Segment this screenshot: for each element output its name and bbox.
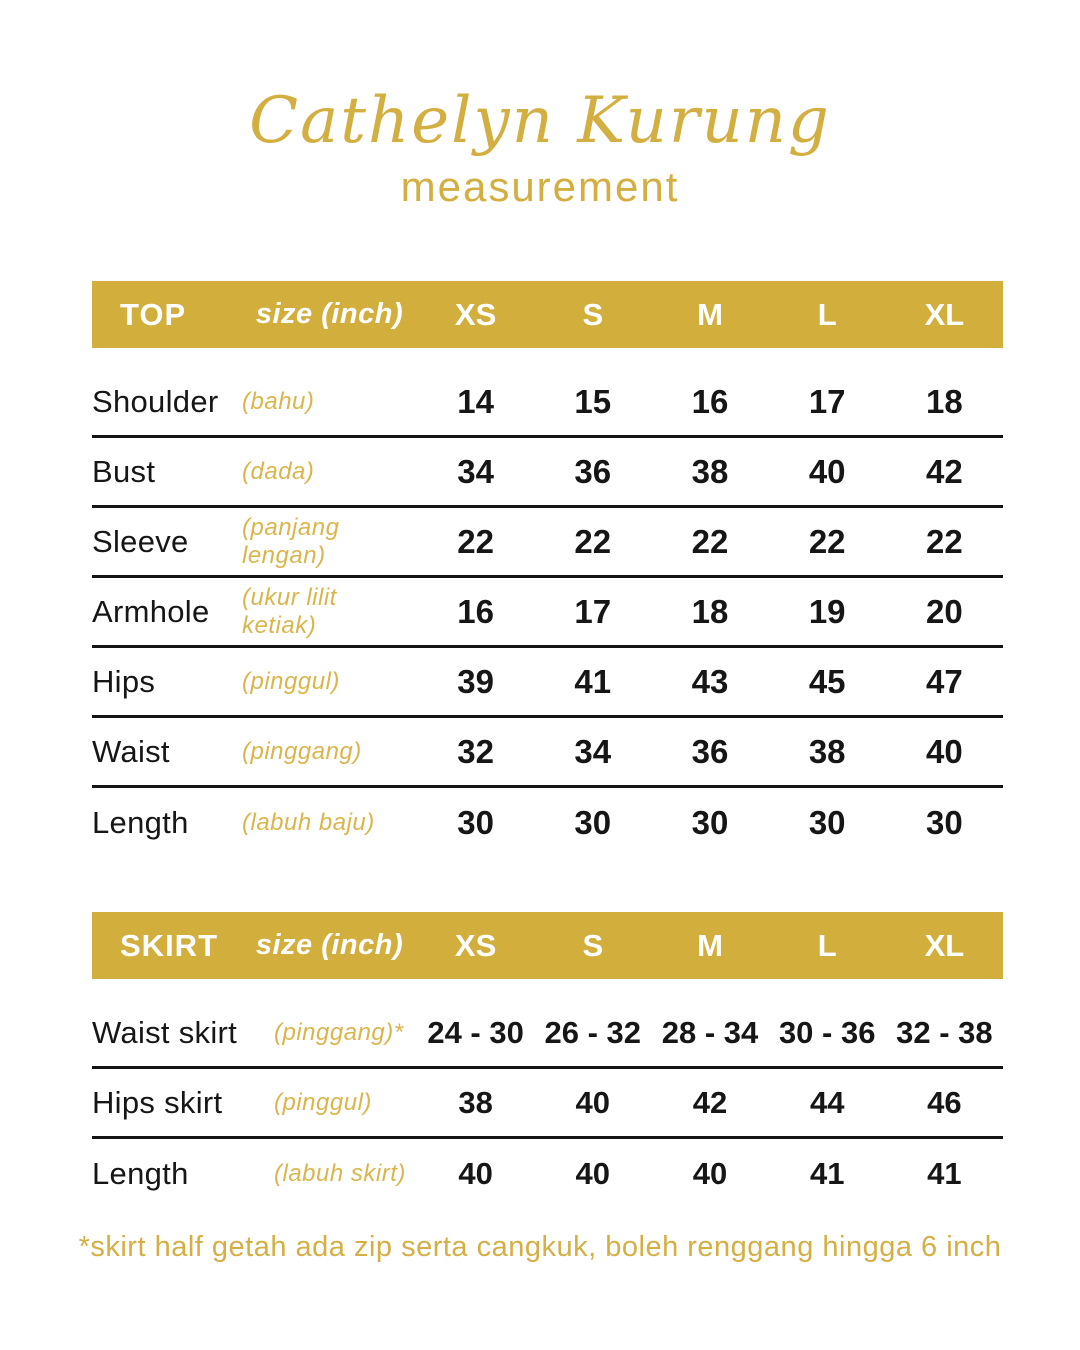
page-subtitle: measurement [400, 163, 680, 211]
top-size-col-s: S [582, 296, 604, 332]
row-translation: (labuh skirt) [274, 1160, 406, 1188]
cell-value: 38 [691, 452, 729, 490]
cell-value: 30 [574, 804, 612, 842]
row-translation: (bahu) [242, 387, 315, 415]
cell-value: 18 [926, 382, 963, 420]
table-row-shoulder [92, 368, 1003, 438]
cell-value: 32 - 38 [896, 1014, 993, 1050]
skirt-unit-label: size (inch) [255, 929, 404, 962]
row-translation: (labuh baju) [242, 809, 375, 837]
row-label: Shoulder [92, 383, 219, 419]
row-label: Armhole [92, 593, 210, 629]
cell-value: 20 [926, 592, 963, 630]
cell-value: 34 [457, 452, 494, 490]
cell-value: 42 [692, 1084, 728, 1120]
top-unit-label: size (inch) [255, 298, 404, 331]
table-row-length [92, 788, 1003, 858]
cell-value: 22 [457, 522, 494, 560]
row-label: Hips skirt [92, 1084, 223, 1120]
row-translation: (pinggul) [242, 667, 340, 695]
page-title: Cathelyn Kurung [249, 84, 831, 158]
cell-value: 32 [457, 732, 494, 770]
skirt-size-col-xs: XS [454, 927, 497, 963]
top-table-title: TOP [120, 296, 187, 332]
cell-value: 38 [458, 1084, 493, 1120]
cell-value: 47 [926, 662, 963, 700]
cell-value: 40 [926, 732, 963, 770]
top-size-table [92, 281, 1003, 858]
cell-value: 43 [691, 662, 729, 700]
cell-value: 34 [574, 732, 612, 770]
cell-value: 40 [575, 1084, 611, 1120]
cell-value: 39 [457, 662, 494, 700]
table-row-waist [92, 718, 1003, 788]
top-size-col-l: L [817, 296, 837, 332]
table-row-bust [92, 438, 1003, 508]
cell-value: 14 [457, 382, 494, 420]
cell-value: 36 [691, 732, 729, 770]
skirt-table-header [92, 912, 1003, 979]
skirt-table-title: SKIRT [120, 927, 218, 963]
cell-value: 38 [808, 732, 846, 770]
top-table-header [92, 281, 1003, 348]
table-row-hips-skirt [92, 1069, 1003, 1139]
cell-value: 46 [927, 1084, 962, 1120]
cell-value: 42 [926, 452, 963, 490]
cell-value: 17 [574, 592, 612, 630]
cell-value: 24 - 30 [427, 1014, 524, 1050]
skirt-size-col-s: S [582, 927, 604, 963]
row-translation: (pinggang)* [274, 1018, 404, 1046]
skirt-table-rows [92, 999, 1003, 1209]
cell-value: 22 [691, 522, 729, 560]
cell-value: 15 [574, 382, 612, 420]
cell-value: 30 [457, 804, 494, 842]
cell-value: 17 [808, 382, 846, 420]
top-table-rows [92, 368, 1003, 858]
cell-value: 40 [458, 1156, 493, 1192]
cell-value: 18 [691, 592, 729, 630]
cell-value: 22 [808, 522, 846, 560]
skirt-size-col-l: L [817, 927, 837, 963]
cell-value: 19 [808, 592, 846, 630]
top-size-col-xs: XS [454, 296, 497, 332]
cell-value: 16 [691, 382, 729, 420]
cell-value: 40 [575, 1156, 611, 1192]
skirt-footnote: *skirt half getah ada zip serta cangkuk, boleh renggang hingga 6 inch [78, 1231, 1002, 1264]
row-label: Hips [92, 663, 156, 699]
cell-value: 40 [692, 1156, 728, 1192]
cell-value: 22 [574, 522, 612, 560]
cell-value: 26 - 32 [544, 1014, 642, 1050]
cell-value: 30 - 36 [778, 1014, 876, 1050]
row-label: Length [92, 805, 189, 841]
skirt-size-col-xl: XL [924, 927, 965, 963]
table-row-waist-skirt [92, 999, 1003, 1069]
cell-value: 44 [809, 1084, 845, 1120]
cell-value: 40 [808, 452, 846, 490]
table-row-length-skirt [92, 1139, 1003, 1209]
row-translation: (pinggul) [274, 1088, 372, 1116]
top-size-col-m: M [697, 296, 723, 332]
cell-value: 41 [574, 662, 612, 700]
table-row-armhole [92, 578, 1003, 648]
row-label: Waist [92, 733, 170, 769]
cell-value: 22 [926, 522, 963, 560]
cell-value: 30 [691, 804, 729, 842]
skirt-size-col-m: M [697, 927, 723, 963]
table-row-hips [92, 648, 1003, 718]
row-label: Waist skirt [92, 1014, 238, 1050]
cell-value: 28 - 34 [661, 1014, 759, 1050]
cell-value: 41 [927, 1156, 962, 1192]
row-translation: (pinggang) [242, 737, 362, 765]
table-row-sleeve [92, 508, 1003, 578]
cell-value: 45 [808, 662, 846, 700]
row-translation: (panjang lengan) [242, 513, 340, 569]
row-translation: (ukur lilit ketiak) [242, 583, 337, 639]
cell-value: 41 [809, 1156, 845, 1192]
page-heading [0, 0, 1080, 211]
top-size-col-xl: XL [924, 296, 965, 332]
row-label: Bust [92, 453, 156, 489]
row-label: Sleeve [92, 523, 189, 559]
cell-value: 30 [926, 804, 963, 842]
cell-value: 36 [574, 452, 612, 490]
row-translation: (dada) [242, 457, 315, 485]
cell-value: 16 [457, 592, 494, 630]
row-label: Length [92, 1156, 189, 1192]
skirt-size-table [92, 912, 1003, 1209]
cell-value: 30 [808, 804, 846, 842]
